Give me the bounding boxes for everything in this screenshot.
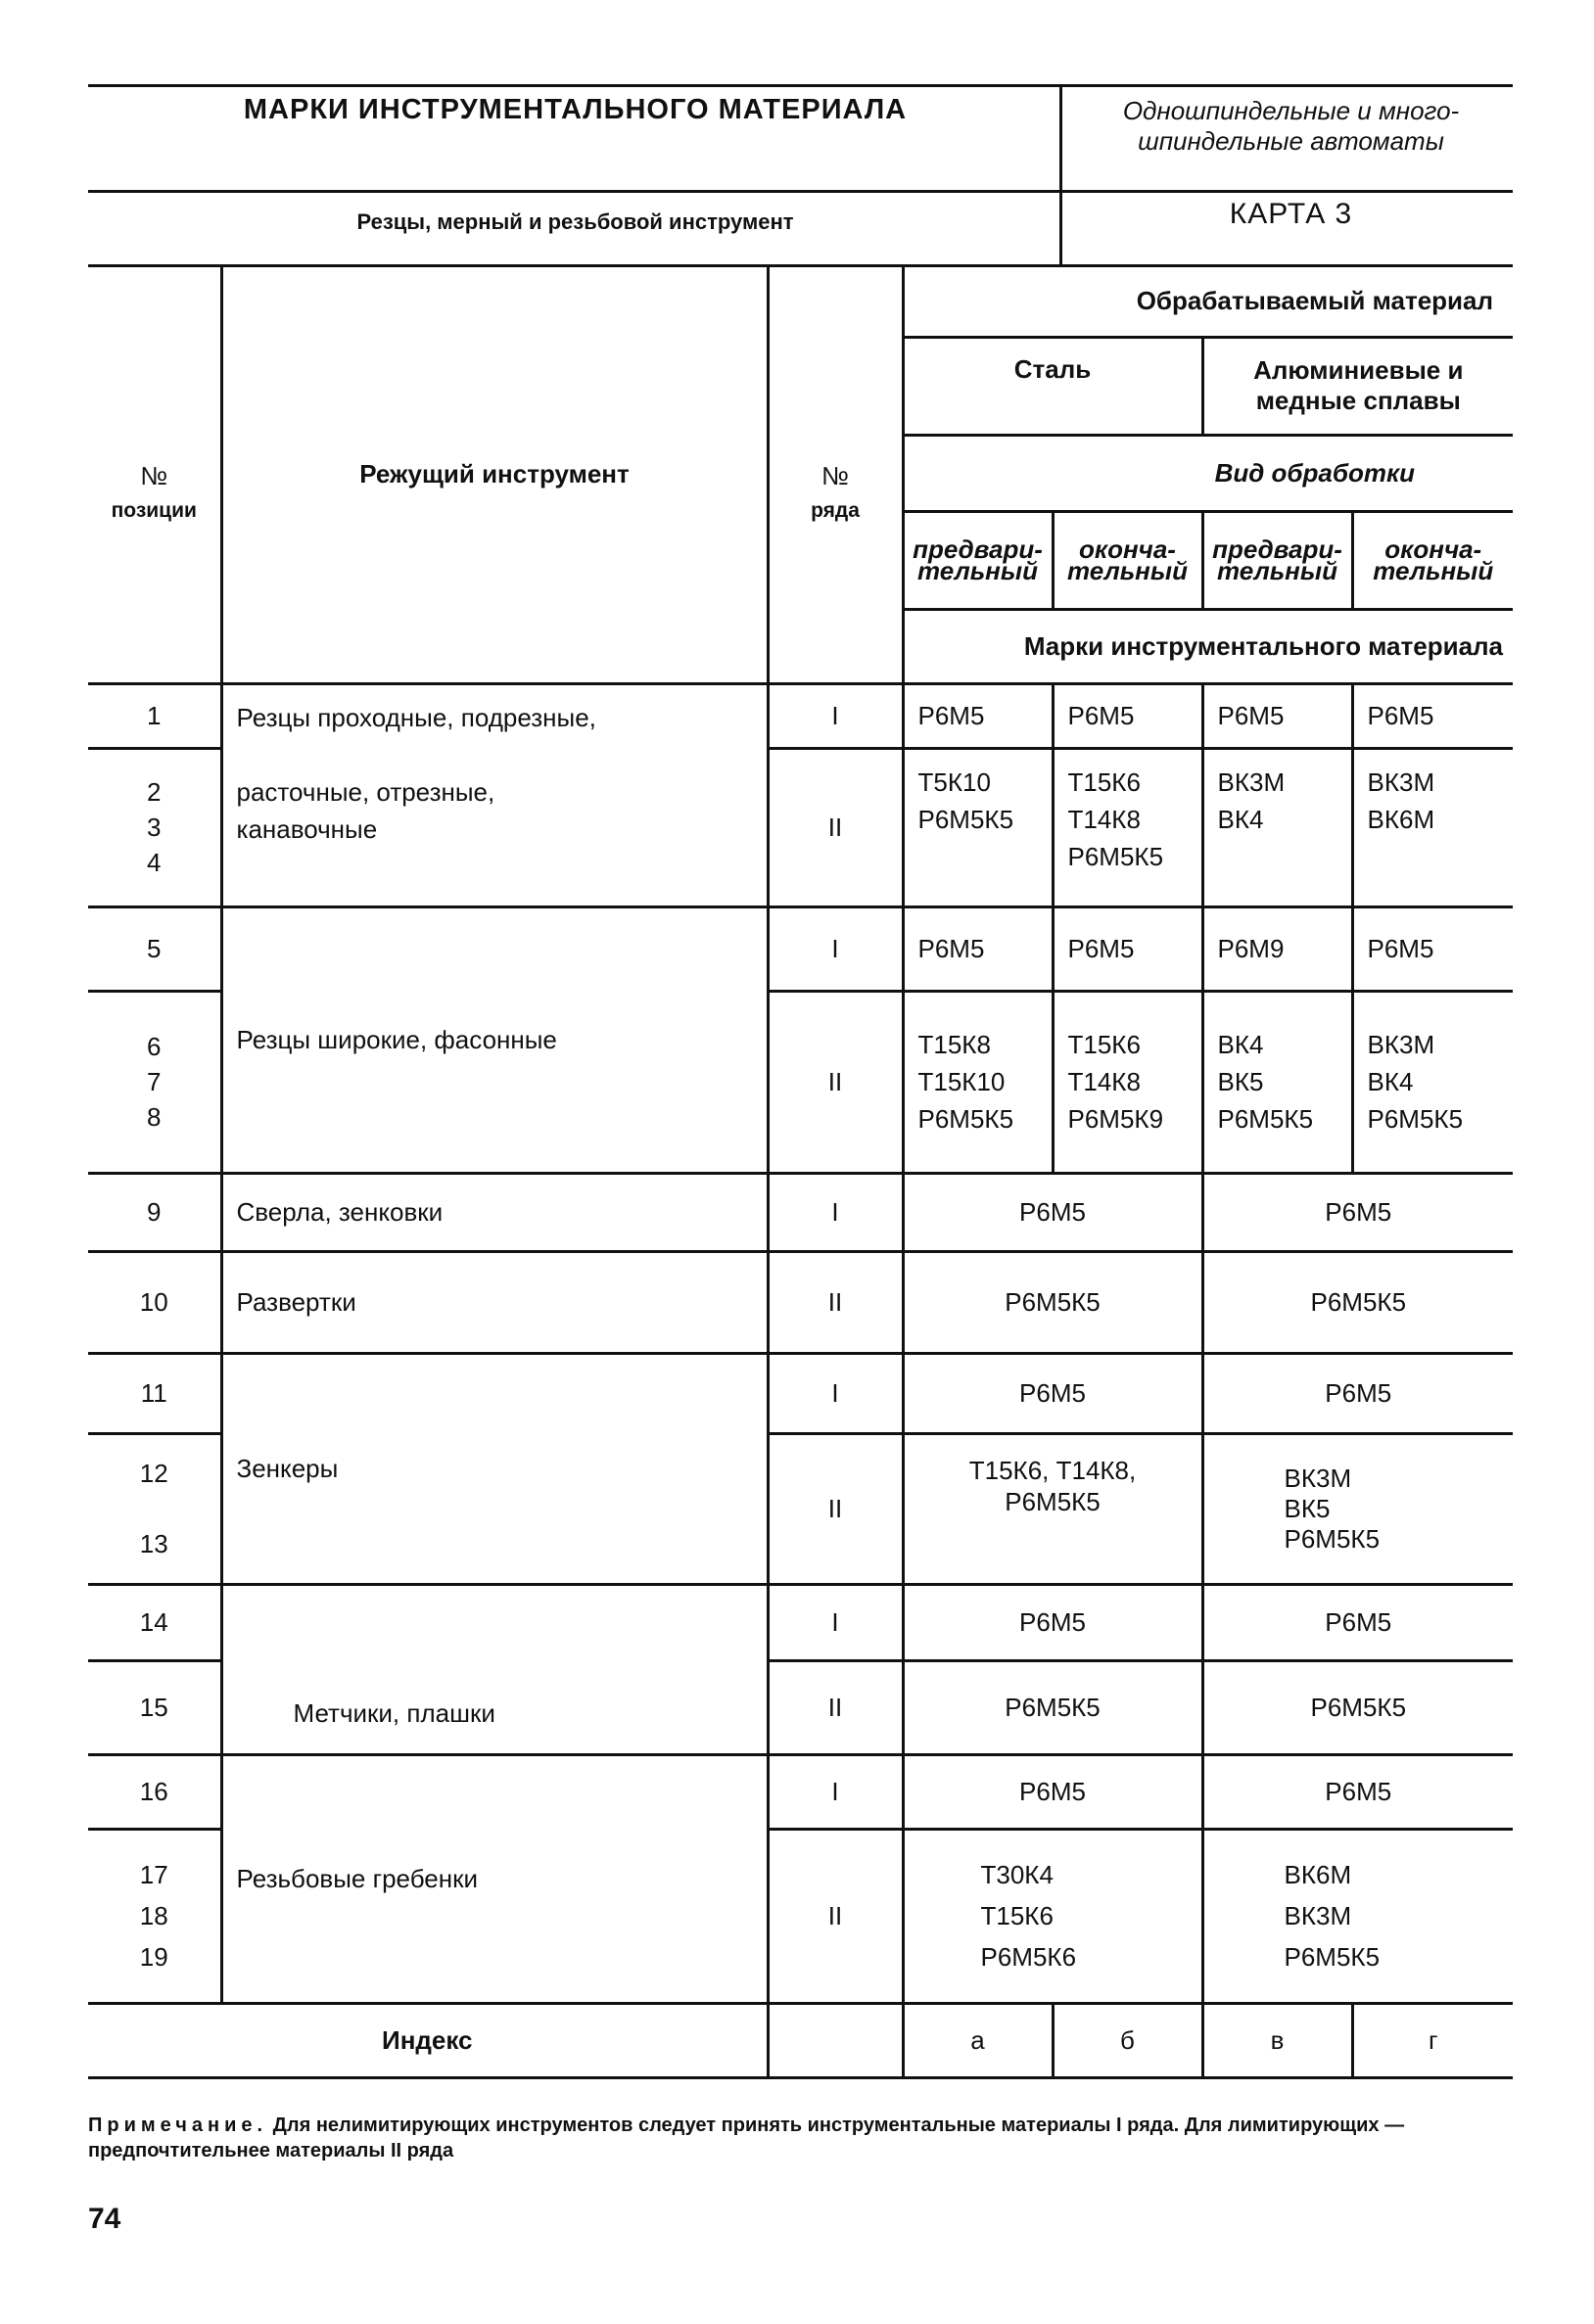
cell-steel: Р6М5	[903, 1584, 1202, 1660]
cell-row: I	[768, 906, 903, 991]
header-rule	[88, 190, 1513, 193]
cell-steel: Р6М5К5	[903, 1660, 1202, 1754]
cell-tool	[221, 683, 768, 906]
cell-grade-a: Т5К10 Р6М5К5	[903, 748, 1053, 906]
header-processed-material: Обрабатываемый материал	[903, 266, 1513, 337]
cell-grade-b: Т15К6 Т14К8 Р6М5К9	[1053, 991, 1202, 1173]
cell-alloys: Р6М5	[1202, 1173, 1513, 1251]
cell-row: II	[768, 1829, 903, 2003]
section-title: Резцы, мерный и резьбовой инструмент	[356, 209, 794, 234]
cell-steel: Т30К4 Т15К6 Р6М5К6	[903, 1829, 1202, 2003]
position-label: позиции	[111, 499, 197, 523]
cell-row: II	[768, 1660, 903, 1754]
cell-row: I	[768, 1584, 903, 1660]
header-steel-final: оконча-тельный	[1053, 511, 1202, 609]
index-b: б	[1053, 2003, 1202, 2077]
materials-table	[88, 266, 1513, 2079]
cell-positions: 17 18 19	[88, 1829, 221, 2003]
cell-grade-d: ВК3М ВК4 Р6М5К5	[1352, 991, 1513, 1173]
header-steel-prelim: предвари-тельный	[903, 511, 1053, 609]
cell-tool: Резьбовые гребенки	[221, 1754, 768, 2003]
cell-tool: Развертки	[221, 1251, 768, 1353]
cell-grade-b: Т15К6 Т14К8 Р6М5К5	[1053, 748, 1202, 906]
index-a: а	[903, 2003, 1053, 2077]
header-alloy-final: оконча-тельный	[1352, 511, 1513, 609]
cell-row: II	[768, 991, 903, 1173]
header-process-type: Вид обработки	[903, 435, 1513, 511]
cell-grade-a: Р6М5	[903, 906, 1053, 991]
cell-tool: Резцы широкие, фасонные	[221, 906, 768, 1173]
cell-alloys: Р6М5	[1202, 1754, 1513, 1829]
header-row	[768, 266, 903, 683]
index-empty	[768, 2003, 903, 2077]
cell-positions: 6 7 8	[88, 991, 221, 1173]
cell-positions: 16	[88, 1754, 221, 1829]
cell-row: II	[768, 748, 903, 906]
cell-alloys: Р6М5	[1202, 1584, 1513, 1660]
cell-row: II	[768, 1251, 903, 1353]
footnote-lead: Примечание.	[88, 2115, 268, 2136]
cell-row: I	[768, 683, 903, 748]
page-number: 74	[88, 2203, 121, 2235]
cell-grade-c: ВК4 ВК5 Р6М5К5	[1202, 991, 1352, 1173]
row-symbol: №	[821, 461, 849, 491]
subtitle-line-2: шпиндельные автоматы	[1138, 126, 1444, 156]
cell-grade-d: Р6М5	[1352, 683, 1513, 748]
header-steel: Сталь	[903, 337, 1202, 435]
cell-positions: 9	[88, 1173, 221, 1251]
cell-tool: Метчики, плашки	[221, 1584, 768, 1754]
header-alloys: Алюминиевые и медные сплавы	[1202, 337, 1513, 435]
header-alloy-prelim: предвари-тельный	[1202, 511, 1352, 609]
cell-grade-a: Р6М5	[903, 683, 1053, 748]
cell-row: II	[768, 1433, 903, 1584]
cell-alloys: Р6М5К5	[1202, 1251, 1513, 1353]
cell-grade-c: Р6М9	[1202, 906, 1352, 991]
cell-positions: 10	[88, 1251, 221, 1353]
cell-steel: Т15К6, Т14К8, Р6М5К5	[903, 1433, 1202, 1584]
cell-grade-a: Т15К8 Т15К10 Р6М5К5	[903, 991, 1053, 1173]
top-rule	[88, 84, 1513, 87]
header-grades: Марки инструментального материала	[903, 609, 1513, 683]
card-number: КАРТА 3	[1229, 198, 1353, 230]
cell-alloys: ВК3М ВК5 Р6М5К5	[1202, 1433, 1513, 1584]
cell-tool: Зенкеры	[221, 1353, 768, 1584]
page-subtitle	[1069, 96, 1513, 157]
subtitle-line-1: Одношпиндельные и много-	[1122, 96, 1460, 125]
cell-alloys: Р6М5	[1202, 1353, 1513, 1433]
cell-grade-d: ВК3М ВК6М	[1352, 748, 1513, 906]
index-c: в	[1202, 2003, 1352, 2077]
cell-grade-b: Р6М5	[1053, 906, 1202, 991]
cell-row: I	[768, 1173, 903, 1251]
header-tool: Режущий инструмент	[221, 266, 768, 683]
cell-grade-c: Р6М5	[1202, 683, 1352, 748]
footnote-text: Для нелимитирующих инструментов следует принять инструментальные материалы I ряда. Для лимитирующих — предпочтительнее материалы II ряда	[88, 2115, 1405, 2161]
cell-positions: 14	[88, 1584, 221, 1660]
tool-line-1: Резцы проходные, подрезные,	[236, 702, 596, 732]
cell-row: I	[768, 1754, 903, 1829]
cell-steel: Р6М5	[903, 1353, 1202, 1433]
index-label: Индекс	[88, 2003, 768, 2077]
cell-alloys: Р6М5К5	[1202, 1660, 1513, 1754]
position-symbol: №	[140, 461, 168, 491]
header-position	[88, 266, 221, 683]
cell-tool: Сверла, зенковки	[221, 1173, 768, 1251]
cell-steel: Р6М5	[903, 1754, 1202, 1829]
cell-positions: 2 3 4	[88, 748, 221, 906]
footnote	[88, 2113, 1518, 2163]
cell-positions: 12 13	[88, 1433, 221, 1584]
cell-steel: Р6М5К5	[903, 1251, 1202, 1353]
cell-alloys: ВК6М ВК3М Р6М5К5	[1202, 1829, 1513, 2003]
cell-positions: 15	[88, 1660, 221, 1754]
cell-positions: 11	[88, 1353, 221, 1433]
cell-grade-b: Р6М5	[1053, 683, 1202, 748]
cell-grade-c: ВК3М ВК4	[1202, 748, 1352, 906]
cell-grade-d: Р6М5	[1352, 906, 1513, 991]
tool-line-2: расточные, отрезные, канавочные	[236, 776, 495, 844]
cell-positions: 1	[88, 683, 221, 748]
index-d: г	[1352, 2003, 1513, 2077]
cell-steel: Р6М5	[903, 1173, 1202, 1251]
cell-row: I	[768, 1353, 903, 1433]
row-label: ряда	[811, 499, 860, 523]
cell-positions: 5	[88, 906, 221, 991]
page-title: МАРКИ ИНСТРУМЕНТАЛЬНОГО МАТЕРИАЛА	[243, 94, 908, 125]
